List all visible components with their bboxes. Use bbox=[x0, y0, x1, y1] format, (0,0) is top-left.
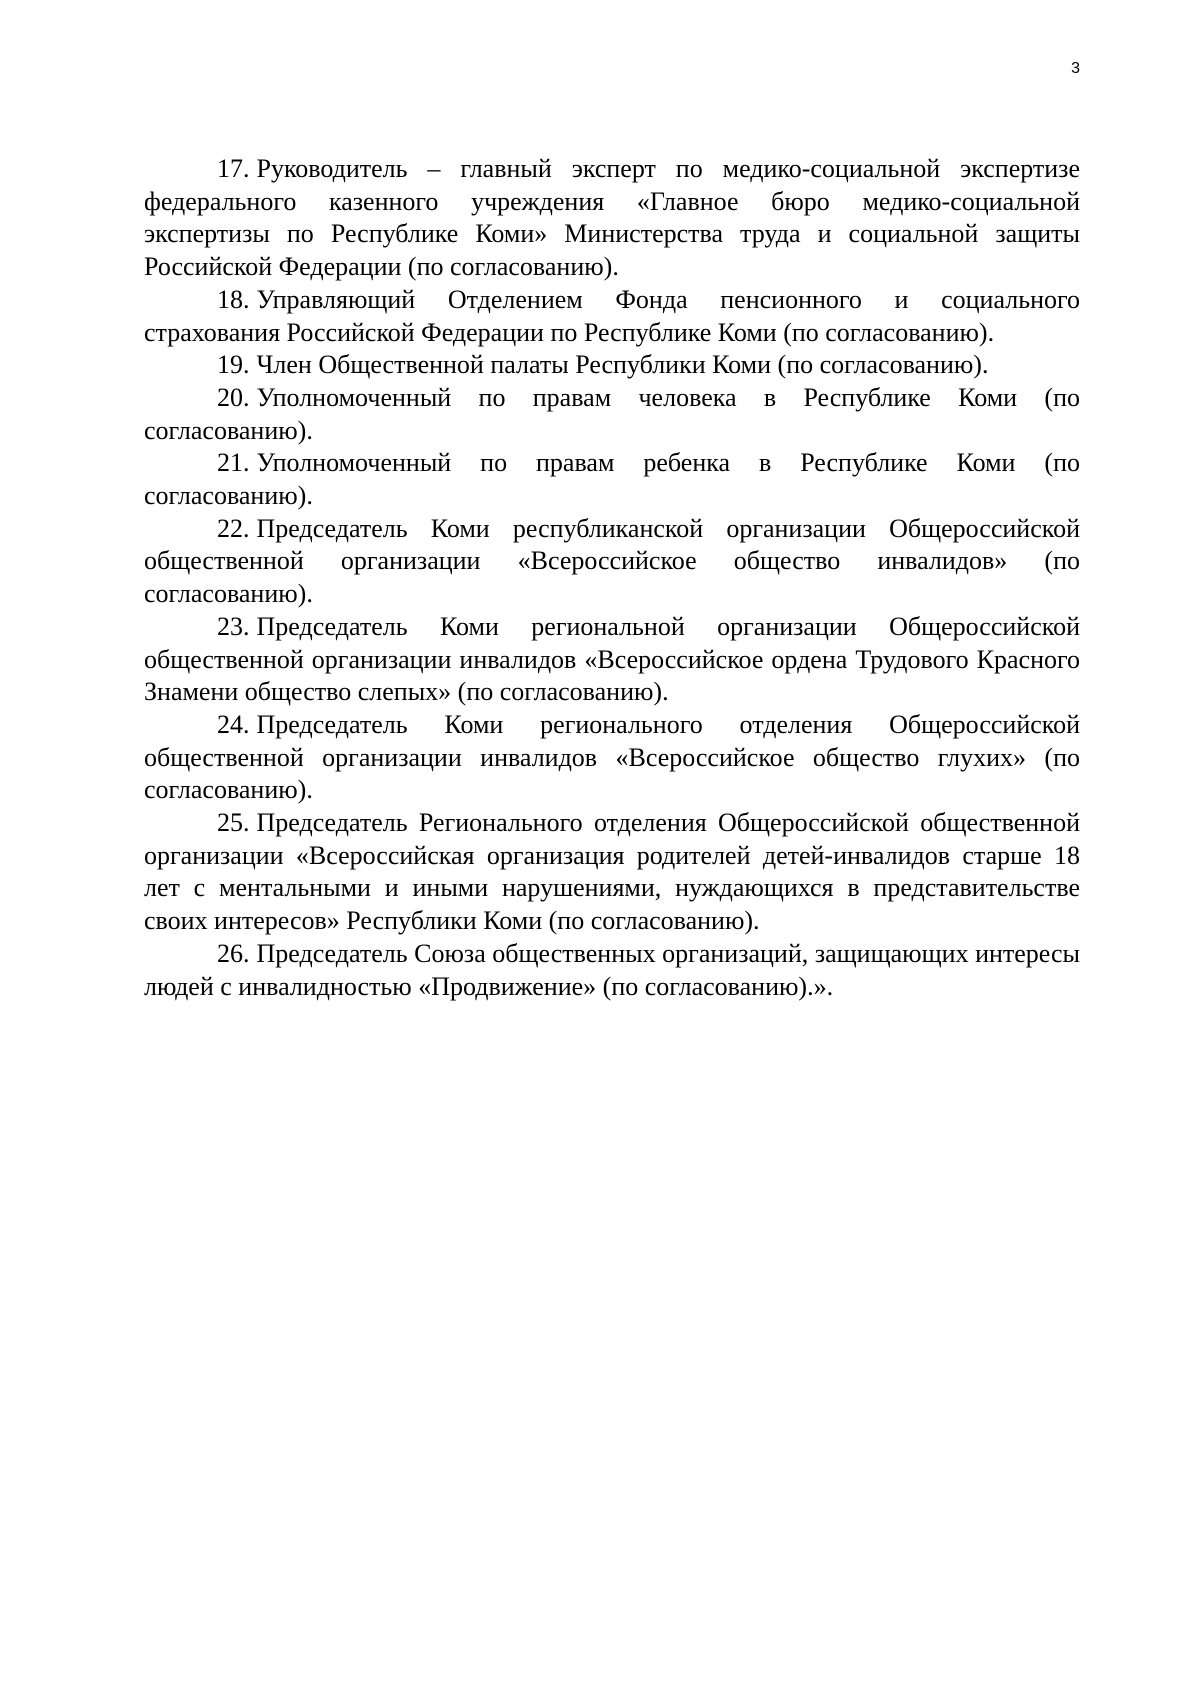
item-text: Председатель Регионального отделения Общероссийской общественной организации «Всероссийская организация родителей детей-инвалидов старше 18 лет с ментальными и иными нарушениями, нуждающихся в представительстве своих интересов» Республики Коми (по согласованию). bbox=[144, 808, 1080, 936]
item-text: Председатель Союза общественных организаций, защищающих интересы людей с инвалидностью «Продвижение» (по согласованию).». bbox=[144, 938, 1080, 1001]
item-text: Председатель Коми регионального отделения Общероссийской общественной организации инвалидов «Всероссийское общество глухих» (по согласованию). bbox=[144, 709, 1080, 805]
list-item-25 bbox=[144, 807, 1080, 938]
list-item-26 bbox=[144, 938, 1080, 1003]
list-item-24 bbox=[144, 709, 1080, 807]
item-text: Уполномоченный по правам ребенка в Республике Коми (по согласованию). bbox=[144, 448, 1080, 511]
item-text: Член Общественной палаты Республики Коми (по согласованию). bbox=[256, 350, 989, 380]
item-number: 21. bbox=[217, 448, 250, 478]
page-number: 3 bbox=[1071, 60, 1080, 77]
item-number: 23. bbox=[217, 611, 250, 641]
item-number: 24. bbox=[217, 709, 250, 739]
item-text: Уполномоченный по правам человека в Республике Коми (по согласованию). bbox=[144, 382, 1080, 445]
item-text: Председатель Коми региональной организации Общероссийской общественной организации инвалидов «Всероссийское ордена Трудового Красного Знамени общество слепых» (по согласованию). bbox=[144, 611, 1080, 707]
list-item-19 bbox=[144, 349, 1080, 382]
item-number: 19. bbox=[217, 350, 250, 380]
item-text: Управляющий Отделением Фонда пенсионного и социального страхования Российской Федерации по Республике Коми (по согласованию). bbox=[144, 284, 1080, 347]
list-item-23 bbox=[144, 611, 1080, 709]
item-number: 25. bbox=[217, 808, 250, 838]
item-number: 17. bbox=[217, 154, 250, 183]
list-item-20 bbox=[144, 382, 1080, 447]
list-item-18 bbox=[144, 284, 1080, 349]
list-item-17 bbox=[144, 153, 1080, 284]
item-number: 18. bbox=[217, 284, 250, 314]
item-number: 22. bbox=[217, 513, 250, 543]
item-number: 20. bbox=[217, 382, 250, 412]
item-text: Председатель Коми республиканской организации Общероссийской общественной организации «Всероссийское общество инвалидов» (по согласованию). bbox=[144, 513, 1080, 609]
member-list bbox=[144, 153, 1080, 1003]
item-text: Руководитель – главный эксперт по медико-социальной экспертизе федерального казенного учреждения «Главное бюро медико-социальной экспертизы по Республике Коми» Министерства труда и социальной защиты Российской Федерации (по согласованию). bbox=[144, 154, 1080, 282]
list-item-21 bbox=[144, 447, 1080, 512]
list-item-22 bbox=[144, 513, 1080, 611]
item-number: 26. bbox=[217, 938, 250, 968]
